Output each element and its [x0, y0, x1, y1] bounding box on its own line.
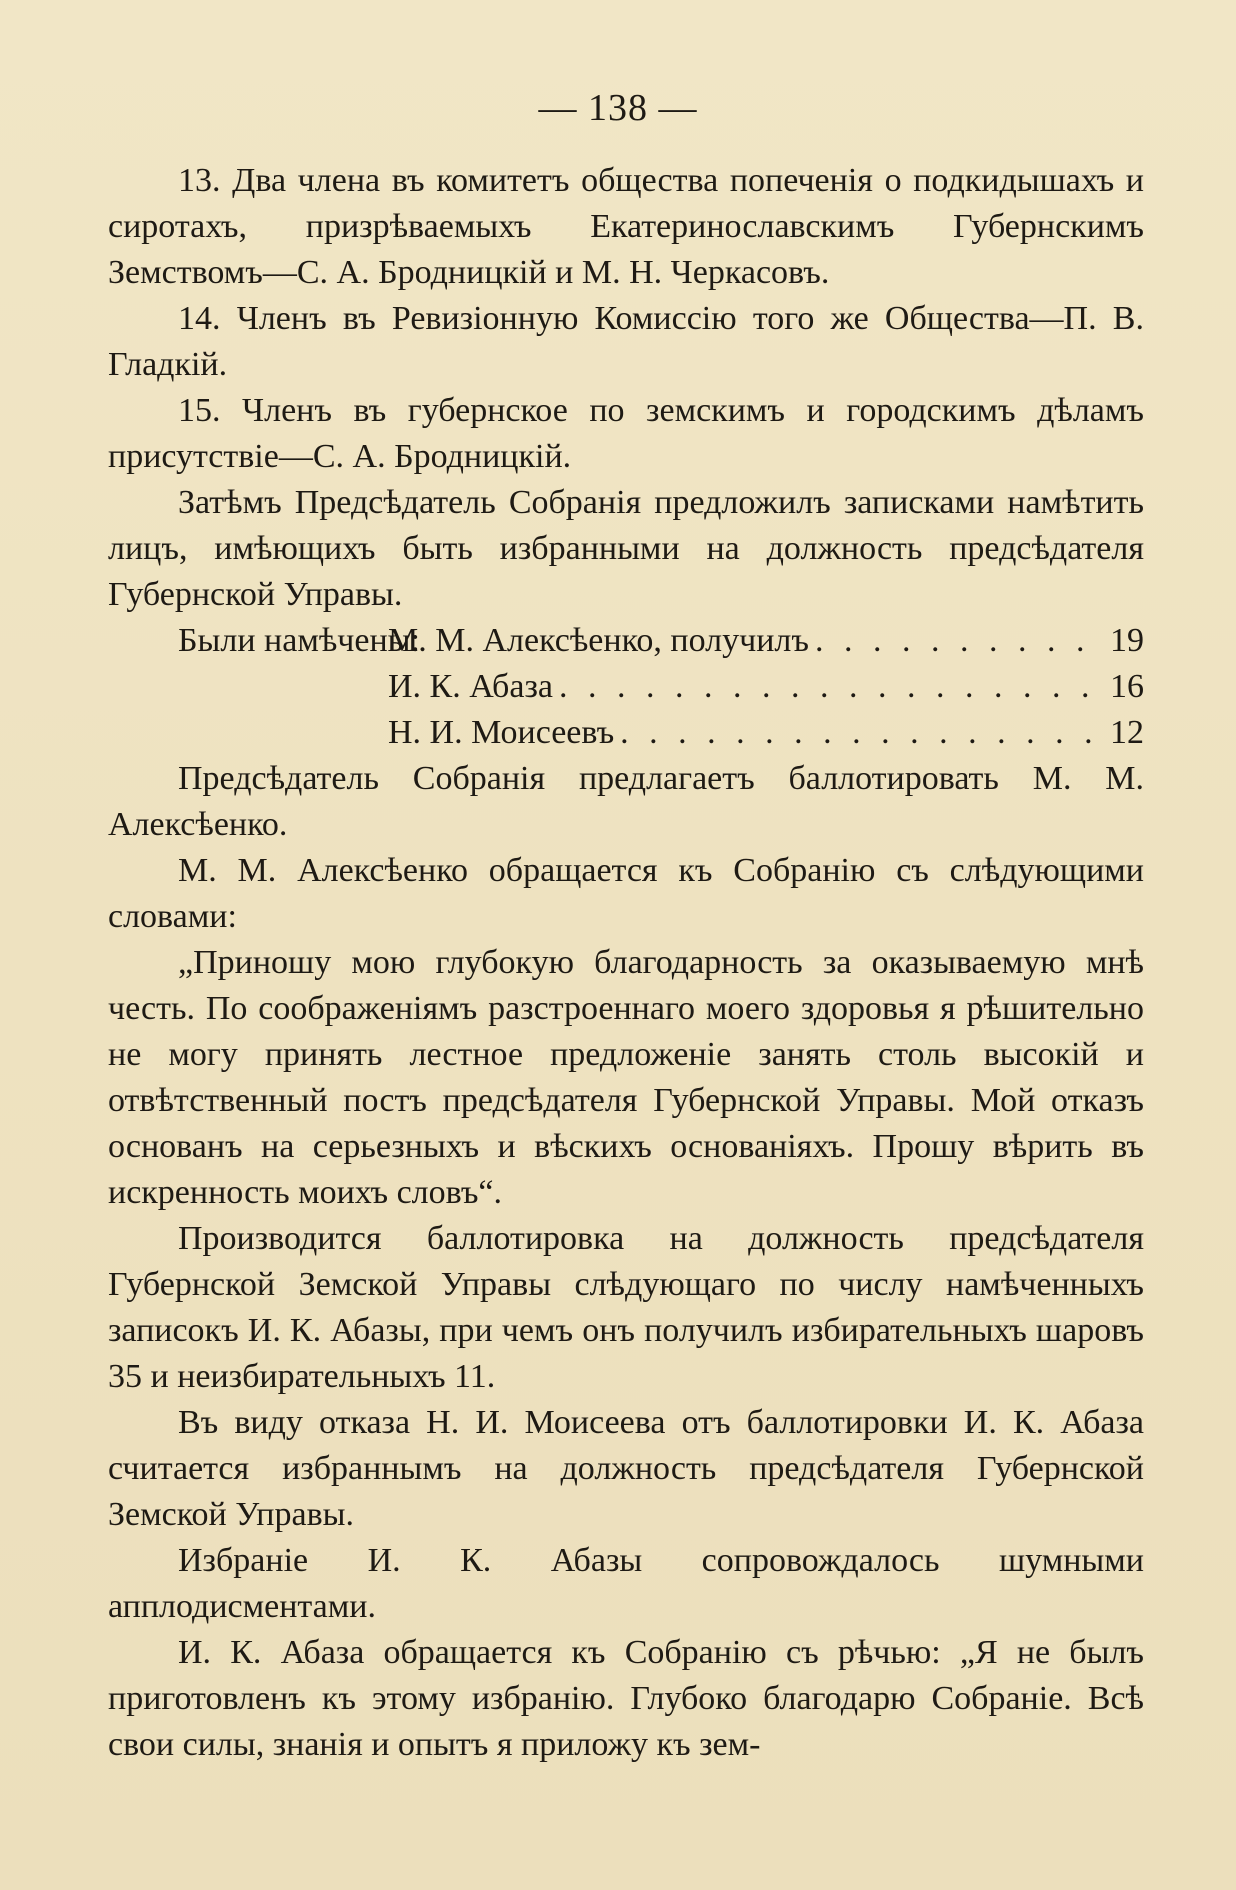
paragraph-abaza-speech: И. К. Абаза обращается къ Собранію съ рѣчью: „Я не былъ приготовленъ къ этому избранію. Глубоко благодарю Собраніе. Всѣ свои силы, знанія и опытъ я приложу къ зем- — [108, 1634, 1144, 1763]
tally-row — [108, 710, 1144, 756]
candidate-votes: 12 — [1110, 714, 1144, 751]
paragraph-applause: Избраніе И. К. Абазы сопровождалось шумными апплодисментами. — [108, 1542, 1144, 1625]
candidate-name: М. М. Алексѣенко, получилъ — [388, 622, 809, 659]
paragraph-alekseenko-address: М. М. Алексѣенко обращается къ Собранію съ слѣдующими словами: — [108, 852, 1144, 935]
tally-row — [108, 664, 1144, 710]
paragraph-ballot: Производится баллотировка на должность предсѣдателя Губернской Земской Управы слѣдующаго по числу намѣченныхъ записокъ И. К. Абазы, при чемъ онъ получилъ избирательныхъ шаровъ 35 и неизбирательныхъ 11. — [108, 1220, 1144, 1395]
page-body — [108, 158, 1144, 1768]
paragraph-chair-proposal: Предсѣдатель Собранія предлагаетъ баллотировать М. М. Алексѣенко. — [108, 760, 1144, 843]
candidate-votes: 19 — [1110, 622, 1144, 659]
leader-dots — [809, 618, 1094, 664]
nomination-tally — [108, 618, 1144, 756]
paragraph-item-14: 14. Членъ въ Ревизіонную Комиссію того же Общества—П. В. Гладкій. — [108, 300, 1144, 383]
paragraph-election-result: Въ виду отказа Н. И. Моисеева отъ баллотировки И. К. Абаза считается избраннымъ на должность предсѣдателя Губернской Земской Управы. — [108, 1404, 1144, 1533]
leader-dots — [553, 664, 1094, 710]
candidate-votes: 16 — [1110, 668, 1144, 705]
tally-lead: Были намѣчены: — [178, 622, 420, 659]
candidate-name: И. К. Абаза — [388, 668, 553, 705]
paragraph-item-13: 13. Два члена въ комитетъ общества попеченія о подкидышахъ и сиротахъ, призрѣваемыхъ Екатеринославскимъ Губернскимъ Земствомъ—С. А. Бродницкій и М. Н. Черкасовъ. — [108, 162, 1144, 291]
paragraph-alekseenko-speech: „Приношу мою глубокую благодарность за оказываемую мнѣ честь. По соображеніямъ разстроеннаго моего здоровья я рѣшительно не могу принять лестное предложеніе занять столь высокій и отвѣтственный постъ предсѣдателя Губернской Управы. Мой отказъ основанъ на серьезныхъ и вѣскихъ основаніяхъ. Прошу вѣрить въ искренность моихъ словъ“. — [108, 944, 1144, 1211]
page-number: — 138 — — [538, 87, 698, 129]
paragraph-nomination-intro: Затѣмъ Предсѣдатель Собранія предложилъ записками намѣтить лицъ, имѣющихъ быть избранными на должность предсѣдателя Губернской Управы. — [108, 484, 1144, 613]
tally-row — [108, 618, 1144, 664]
candidate-name: Н. И. Моисеевъ — [388, 714, 615, 751]
paragraph-item-15: 15. Членъ въ губернское по земскимъ и городскимъ дѣламъ присутствіе—С. А. Бродницкій. — [108, 392, 1144, 475]
leader-dots — [614, 710, 1094, 756]
